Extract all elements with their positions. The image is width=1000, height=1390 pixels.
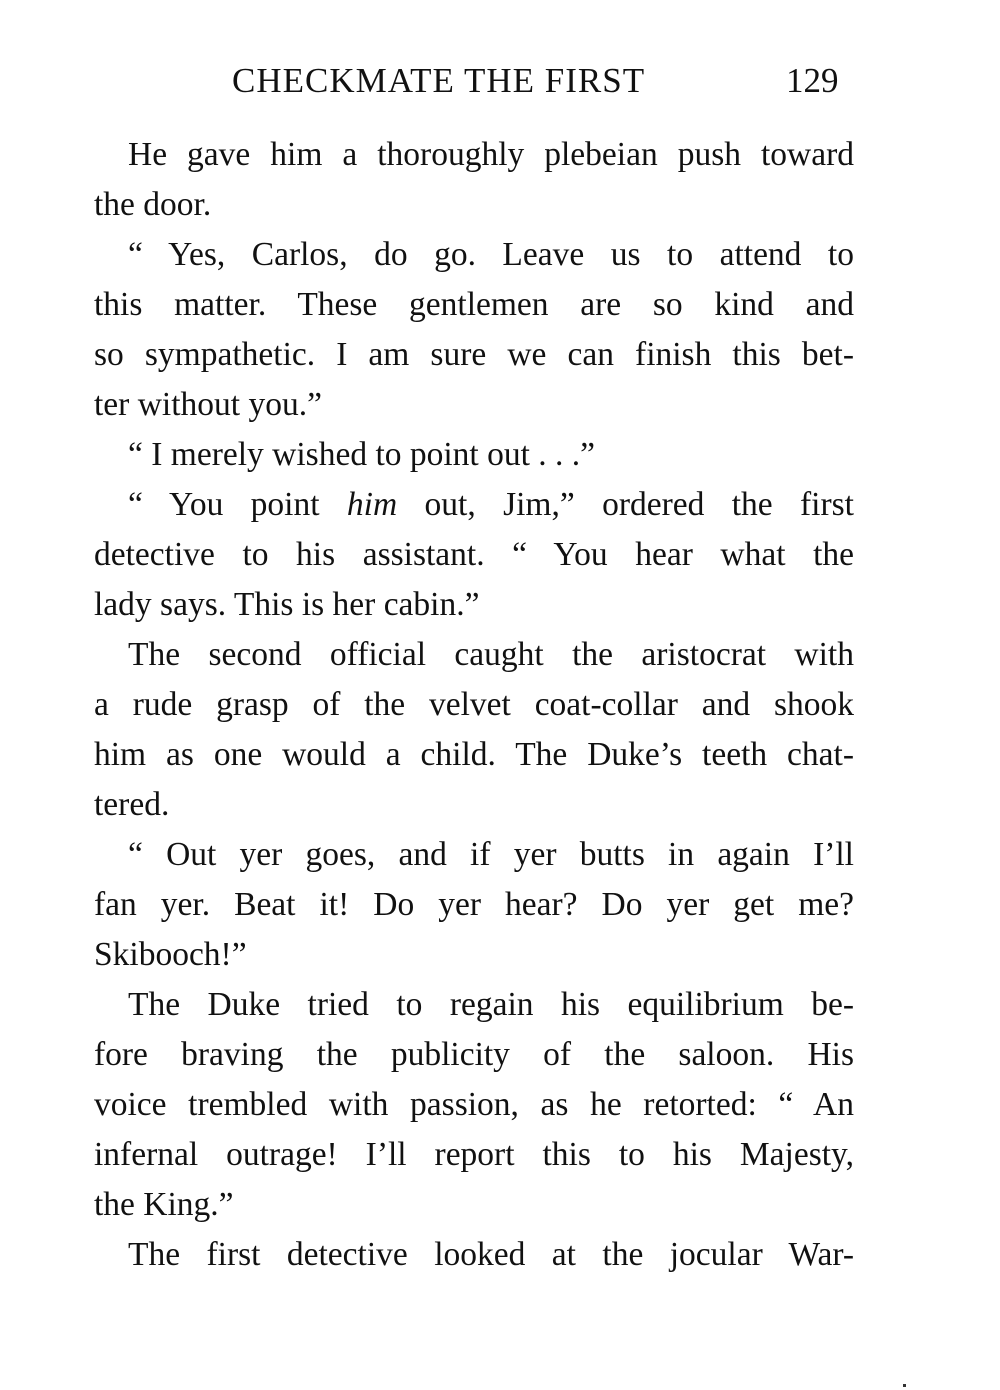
paragraph (94, 430, 854, 480)
text-line: “ I merely wished to point out . . .” (128, 436, 596, 473)
page-number: 129 (786, 61, 839, 100)
text-line: The second official caught the aristocrat with (128, 636, 854, 673)
text-line: tered. (94, 786, 170, 823)
text-line: “ Yes, Carlos, do go. Leave us to attend to (128, 236, 854, 273)
text-line: “ Out yer goes, and if yer butts in again I’ll (128, 836, 854, 873)
text-line: this matter. These gentlemen are so kind and (94, 286, 854, 323)
text-line: him as one would a child. The Duke’s teeth chat- (94, 736, 854, 773)
text-line: Skibooch!” (94, 936, 247, 973)
text-line: He gave him a thoroughly plebeian push toward (128, 136, 854, 173)
paragraph (94, 1230, 854, 1280)
running-title: CHECKMATE THE FIRST (232, 61, 646, 100)
text-line: the King.” (94, 1186, 234, 1223)
paragraph (94, 830, 854, 980)
paragraph (94, 630, 854, 830)
text-line: fan yer. Beat it! Do yer hear? Do yer get me? (94, 886, 854, 923)
text-line: a rude grasp of the velvet coat-collar and shook (94, 686, 854, 723)
text-line: lady says. This is her cabin.” (94, 586, 480, 623)
text-line: the door. (94, 186, 212, 223)
text-line: fore braving the publicity of the saloon. His (94, 1036, 854, 1073)
body-text (94, 130, 854, 1280)
text-line: The Duke tried to regain his equilibrium be- (128, 986, 854, 1023)
emphasis: him (346, 486, 398, 523)
text-line: “ You point him out, Jim,” ordered the first (128, 486, 854, 523)
paragraph (94, 480, 854, 630)
paragraph (94, 130, 854, 230)
running-head (0, 56, 1000, 106)
scan-speck (903, 1384, 906, 1387)
paragraph (94, 230, 854, 430)
text-line: so sympathetic. I am sure we can finish this bet- (94, 336, 854, 373)
text-line: infernal outrage! I’ll report this to his Majesty, (94, 1136, 854, 1173)
text-line: ter without you.” (94, 386, 322, 423)
text-line: detective to his assistant. “ You hear what the (94, 536, 854, 573)
text-line: The first detective looked at the jocular War- (128, 1236, 854, 1273)
text-line: voice trembled with passion, as he retorted: “ An (94, 1086, 854, 1123)
paragraph (94, 980, 854, 1230)
